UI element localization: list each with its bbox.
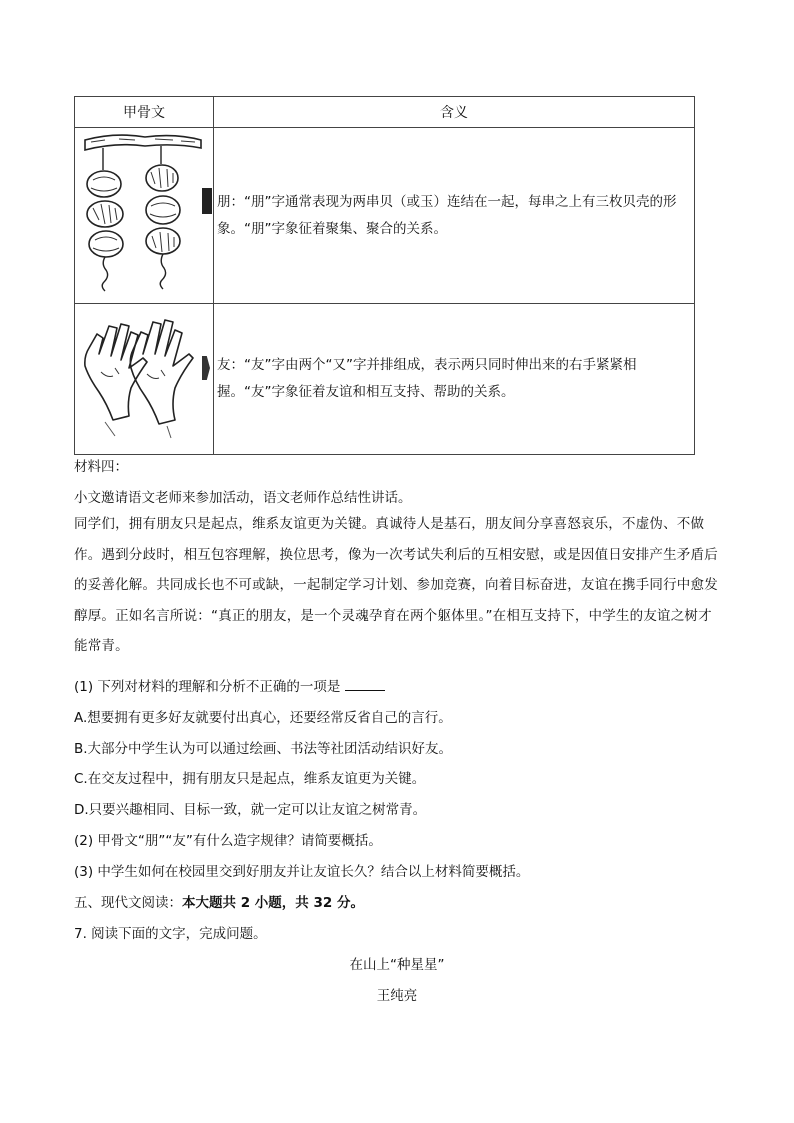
answer-blank bbox=[345, 678, 385, 691]
peng-meaning-text: 朋：“朋”字通常表现为两串贝（或玉）连结在一起，每串之上有三枚贝壳的形象。“朋”字象征着聚集、聚合的关系。 bbox=[217, 193, 677, 237]
option-c: C.在交友过程中，拥有朋友只是起点，维系友谊更为关键。 bbox=[74, 771, 426, 787]
peng-glyph-image bbox=[75, 128, 214, 304]
you-hands-icon bbox=[75, 304, 213, 450]
option-b: B.大部分中学生认为可以通过绘画、书法等社团活动结识好友。 bbox=[74, 741, 453, 757]
you-glyph-image bbox=[75, 304, 214, 455]
you-meaning-text: 友：“友”字由两个“又”字并排组成，表示两只同时伸出来的右手紧紧相握。“友”字象征着友谊和相互支持、帮助的关系。 bbox=[217, 357, 637, 400]
question-3: (3) 中学生如何在校园里交到好朋友并让友谊长久？结合以上材料简要概括。 bbox=[74, 864, 530, 880]
section-5-prefix: 五、现代文阅读： bbox=[74, 895, 182, 911]
article-author: 王纯亮 bbox=[376, 988, 418, 1004]
section-5-heading bbox=[74, 891, 364, 911]
material4-heading: 材料四： bbox=[74, 459, 128, 475]
table-row bbox=[75, 128, 695, 304]
peng-meaning-cell bbox=[214, 128, 695, 304]
question-1 bbox=[74, 675, 385, 695]
article-title: 在山上“种星星” bbox=[349, 957, 445, 973]
material4-speech: 同学们，拥有朋友只是起点，维系友谊更为关键。真诚待人是基石，朋友间分享喜怒哀乐，不虚伪、不做作。遇到分歧时，相互包容理解，换位思考，像为一次考试失利后的互相安慰，或是因值日安排产生矛盾后的妥善化解。共同成长也不可或缺，一起制定学习计划、参加竞赛，向着目标奋进，友谊在携手同行中愈发醇厚。正如名言所说：“真正的朋友，是一个灵魂孕育在两个躯体里。”在相互支持下，中学生的友谊之树才能常青。 bbox=[74, 516, 718, 654]
table-header-meaning: 含义 bbox=[214, 97, 695, 128]
option-a: A.想要拥有更多好友就要付出真心，还要经常反省自己的言行。 bbox=[74, 710, 452, 726]
option-d: D.只要兴趣相同、目标一致，就一定可以让友谊之树常青。 bbox=[74, 802, 427, 818]
oracle-bone-table bbox=[74, 96, 695, 455]
row-marker-icon bbox=[202, 188, 212, 214]
material4-intro: 小文邀请语文老师来参加活动，语文老师作总结性讲话。 bbox=[74, 490, 412, 506]
you-meaning-cell bbox=[214, 304, 695, 455]
peng-shells-icon bbox=[75, 128, 213, 299]
table-row bbox=[75, 304, 695, 455]
question-2: (2) 甲骨文“朋”“友”有什么造字规律？请简要概括。 bbox=[74, 833, 382, 849]
table-header-oracle: 甲骨文 bbox=[75, 97, 214, 128]
question-7: 7. 阅读下面的文字，完成问题。 bbox=[74, 926, 267, 942]
section-5-bold: 本大题共 2 小题，共 32 分。 bbox=[182, 895, 364, 911]
question-1-text: (1) 下列对材料的理解和分析不正确的一项是 bbox=[74, 679, 341, 695]
